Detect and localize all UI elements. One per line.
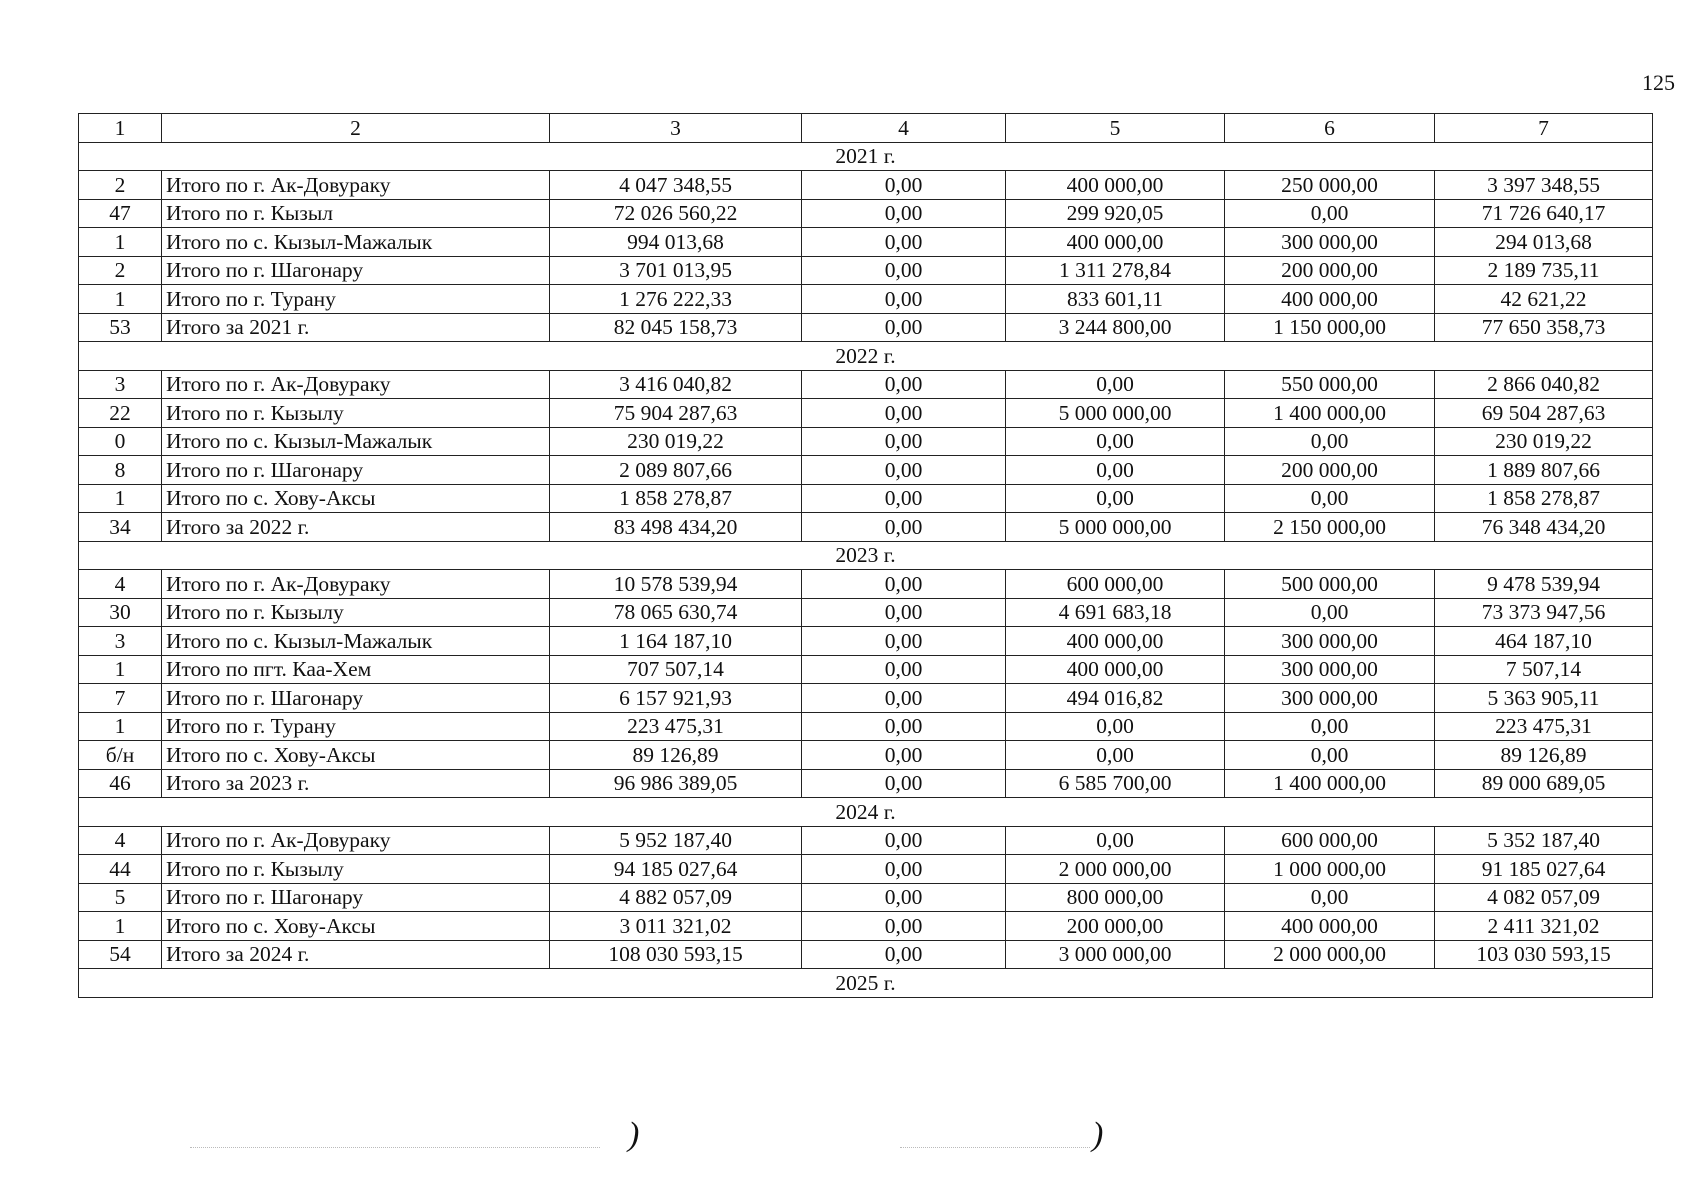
name-cell: Итого за 2023 г.: [162, 769, 550, 798]
amount-cell: 4 082 057,09: [1435, 883, 1653, 912]
header-cell: 1: [79, 114, 162, 143]
amount-cell: 250 000,00: [1225, 171, 1435, 200]
name-cell: Итого по с. Кызыл-Мажалык: [162, 228, 550, 257]
amount-cell: 0,00: [1225, 712, 1435, 741]
amount-cell: 0,00: [802, 427, 1006, 456]
amount-cell: 0,00: [1225, 741, 1435, 770]
name-cell: Итого по г. Кызыл: [162, 199, 550, 228]
amount-cell: 0,00: [802, 313, 1006, 342]
amount-cell: 6 585 700,00: [1006, 769, 1225, 798]
amount-cell: 0,00: [802, 456, 1006, 485]
amount-cell: 4 047 348,55: [550, 171, 802, 200]
amount-cell: 0,00: [802, 171, 1006, 200]
name-cell: Итого по г. Шагонару: [162, 883, 550, 912]
amount-cell: 707 507,14: [550, 655, 802, 684]
amount-cell: 3 244 800,00: [1006, 313, 1225, 342]
name-cell: Итого по г. Ак-Довураку: [162, 370, 550, 399]
count-cell: 1: [79, 484, 162, 513]
table-row: [79, 627, 1653, 656]
amount-cell: 71 726 640,17: [1435, 199, 1653, 228]
amount-cell: 83 498 434,20: [550, 513, 802, 542]
table-row: [79, 769, 1653, 798]
name-cell: Итого по с. Кызыл-Мажалык: [162, 427, 550, 456]
name-cell: Итого по с. Хову-Аксы: [162, 741, 550, 770]
amount-cell: 400 000,00: [1225, 912, 1435, 941]
table-row: [79, 171, 1653, 200]
amount-cell: 400 000,00: [1225, 285, 1435, 314]
amount-cell: 1 311 278,84: [1006, 256, 1225, 285]
amount-cell: 94 185 027,64: [550, 855, 802, 884]
table-row: [79, 427, 1653, 456]
table-row: [79, 199, 1653, 228]
amount-cell: 0,00: [802, 912, 1006, 941]
amount-cell: 2 089 807,66: [550, 456, 802, 485]
amount-cell: 833 601,11: [1006, 285, 1225, 314]
amount-cell: 3 397 348,55: [1435, 171, 1653, 200]
amount-cell: 0,00: [1225, 883, 1435, 912]
count-cell: 1: [79, 655, 162, 684]
amount-cell: 230 019,22: [1435, 427, 1653, 456]
amount-cell: 0,00: [802, 285, 1006, 314]
amount-cell: 2 866 040,82: [1435, 370, 1653, 399]
amount-cell: 5 352 187,40: [1435, 826, 1653, 855]
table-row: [79, 399, 1653, 428]
amount-cell: 0,00: [1006, 826, 1225, 855]
count-cell: 47: [79, 199, 162, 228]
amount-cell: 0,00: [1225, 199, 1435, 228]
amount-cell: 0,00: [802, 513, 1006, 542]
amount-cell: 4 882 057,09: [550, 883, 802, 912]
name-cell: Итого по г. Шагонару: [162, 256, 550, 285]
table-row: [79, 484, 1653, 513]
table-row: [79, 883, 1653, 912]
amount-cell: 5 952 187,40: [550, 826, 802, 855]
amount-cell: 1 150 000,00: [1225, 313, 1435, 342]
table-row: [79, 940, 1653, 969]
name-cell: Итого по г. Турану: [162, 285, 550, 314]
amount-cell: 0,00: [802, 741, 1006, 770]
table-row: [79, 912, 1653, 941]
table-row: [79, 256, 1653, 285]
amount-cell: 10 578 539,94: [550, 570, 802, 599]
year-cell: 2022 г.: [79, 342, 1653, 371]
amount-cell: 0,00: [802, 228, 1006, 257]
handwritten-mark: ): [1092, 1116, 1104, 1153]
amount-cell: 0,00: [1006, 712, 1225, 741]
amount-cell: 0,00: [802, 769, 1006, 798]
name-cell: Итого по г. Ак-Довураку: [162, 570, 550, 599]
amount-cell: 200 000,00: [1006, 912, 1225, 941]
amount-cell: 0,00: [802, 883, 1006, 912]
table-row: [79, 285, 1653, 314]
table-row: [79, 712, 1653, 741]
table-body: [79, 114, 1653, 998]
amount-cell: 0,00: [1006, 484, 1225, 513]
table-row: [79, 570, 1653, 599]
amount-cell: 1 889 807,66: [1435, 456, 1653, 485]
table-row: [79, 684, 1653, 713]
count-cell: 4: [79, 826, 162, 855]
amount-cell: 5 000 000,00: [1006, 513, 1225, 542]
amount-cell: 3 701 013,95: [550, 256, 802, 285]
table-row: [79, 513, 1653, 542]
count-cell: 1: [79, 285, 162, 314]
name-cell: Итого за 2024 г.: [162, 940, 550, 969]
header-cell: 3: [550, 114, 802, 143]
name-cell: Итого по г. Турану: [162, 712, 550, 741]
amount-cell: 0,00: [802, 256, 1006, 285]
count-cell: 4: [79, 570, 162, 599]
amount-cell: 91 185 027,64: [1435, 855, 1653, 884]
amount-cell: 300 000,00: [1225, 627, 1435, 656]
amount-cell: 1 858 278,87: [1435, 484, 1653, 513]
amount-cell: 3 011 321,02: [550, 912, 802, 941]
amount-cell: 0,00: [802, 684, 1006, 713]
header-cell: 4: [802, 114, 1006, 143]
amount-cell: 75 904 287,63: [550, 399, 802, 428]
amount-cell: 76 348 434,20: [1435, 513, 1653, 542]
amount-cell: 1 164 187,10: [550, 627, 802, 656]
amount-cell: 42 621,22: [1435, 285, 1653, 314]
table-row: [79, 370, 1653, 399]
page-number: 125: [1642, 70, 1675, 95]
amount-cell: 230 019,22: [550, 427, 802, 456]
table-row: [79, 456, 1653, 485]
amount-cell: 0,00: [802, 855, 1006, 884]
table-row: [79, 598, 1653, 627]
amount-cell: 1 400 000,00: [1225, 399, 1435, 428]
amount-cell: 294 013,68: [1435, 228, 1653, 257]
year-row: [79, 342, 1653, 371]
table-row: [79, 228, 1653, 257]
header-cell: 5: [1006, 114, 1225, 143]
name-cell: Итого по г. Кызылу: [162, 598, 550, 627]
name-cell: Итого за 2022 г.: [162, 513, 550, 542]
count-cell: 34: [79, 513, 162, 542]
count-cell: 8: [79, 456, 162, 485]
table-row: [79, 655, 1653, 684]
count-cell: 7: [79, 684, 162, 713]
count-cell: 54: [79, 940, 162, 969]
name-cell: Итого по с. Хову-Аксы: [162, 484, 550, 513]
amount-cell: 0,00: [802, 370, 1006, 399]
amount-cell: 300 000,00: [1225, 655, 1435, 684]
amount-cell: 0,00: [802, 399, 1006, 428]
amount-cell: 0,00: [1006, 427, 1225, 456]
amount-cell: 2 000 000,00: [1225, 940, 1435, 969]
amount-cell: 223 475,31: [550, 712, 802, 741]
count-cell: 0: [79, 427, 162, 456]
table-row: [79, 826, 1653, 855]
amount-cell: 200 000,00: [1225, 256, 1435, 285]
year-row: [79, 142, 1653, 171]
count-cell: б/н: [79, 741, 162, 770]
amount-cell: 0,00: [802, 598, 1006, 627]
amount-cell: 108 030 593,15: [550, 940, 802, 969]
year-row: [79, 969, 1653, 998]
amount-cell: 300 000,00: [1225, 684, 1435, 713]
amount-cell: 0,00: [802, 199, 1006, 228]
amount-cell: 103 030 593,15: [1435, 940, 1653, 969]
count-cell: 46: [79, 769, 162, 798]
amount-cell: 0,00: [1006, 456, 1225, 485]
amount-cell: 299 920,05: [1006, 199, 1225, 228]
count-cell: 3: [79, 627, 162, 656]
amount-cell: 5 000 000,00: [1006, 399, 1225, 428]
amount-cell: 0,00: [802, 712, 1006, 741]
amount-cell: 5 363 905,11: [1435, 684, 1653, 713]
amount-cell: 78 065 630,74: [550, 598, 802, 627]
table-row: [79, 741, 1653, 770]
count-cell: 53: [79, 313, 162, 342]
dotted-line: [900, 1147, 1090, 1148]
amount-cell: 82 045 158,73: [550, 313, 802, 342]
amount-cell: 96 986 389,05: [550, 769, 802, 798]
name-cell: Итого по г. Ак-Довураку: [162, 826, 550, 855]
amount-cell: 0,00: [1006, 741, 1225, 770]
amount-cell: 1 858 278,87: [550, 484, 802, 513]
amount-cell: 1 276 222,33: [550, 285, 802, 314]
amount-cell: 800 000,00: [1006, 883, 1225, 912]
name-cell: Итого по с. Хову-Аксы: [162, 912, 550, 941]
amount-cell: 2 150 000,00: [1225, 513, 1435, 542]
amount-cell: 6 157 921,93: [550, 684, 802, 713]
amount-cell: 0,00: [802, 627, 1006, 656]
amount-cell: 400 000,00: [1006, 171, 1225, 200]
amount-cell: 3 000 000,00: [1006, 940, 1225, 969]
amount-cell: 0,00: [1225, 484, 1435, 513]
amount-cell: 0,00: [802, 570, 1006, 599]
count-cell: 5: [79, 883, 162, 912]
amount-cell: 494 016,82: [1006, 684, 1225, 713]
amount-cell: 0,00: [802, 940, 1006, 969]
data-table: [78, 113, 1653, 998]
amount-cell: 300 000,00: [1225, 228, 1435, 257]
amount-cell: 464 187,10: [1435, 627, 1653, 656]
count-cell: 1: [79, 228, 162, 257]
name-cell: Итого по пгт. Каа-Хем: [162, 655, 550, 684]
amount-cell: 4 691 683,18: [1006, 598, 1225, 627]
amount-cell: 400 000,00: [1006, 655, 1225, 684]
amount-cell: 223 475,31: [1435, 712, 1653, 741]
amount-cell: 89 126,89: [1435, 741, 1653, 770]
name-cell: Итого за 2021 г.: [162, 313, 550, 342]
amount-cell: 0,00: [1006, 370, 1225, 399]
amount-cell: 0,00: [802, 655, 1006, 684]
amount-cell: 400 000,00: [1006, 627, 1225, 656]
amount-cell: 2 000 000,00: [1006, 855, 1225, 884]
amount-cell: 89 126,89: [550, 741, 802, 770]
count-cell: 3: [79, 370, 162, 399]
year-cell: 2021 г.: [79, 142, 1653, 171]
amount-cell: 2 411 321,02: [1435, 912, 1653, 941]
amount-cell: 77 650 358,73: [1435, 313, 1653, 342]
handwritten-mark: ): [628, 1116, 640, 1153]
name-cell: Итого по г. Шагонару: [162, 456, 550, 485]
table-row: [79, 313, 1653, 342]
amount-cell: 600 000,00: [1225, 826, 1435, 855]
amount-cell: 3 416 040,82: [550, 370, 802, 399]
year-cell: 2024 г.: [79, 798, 1653, 827]
amount-cell: 2 189 735,11: [1435, 256, 1653, 285]
count-cell: 30: [79, 598, 162, 627]
count-cell: 2: [79, 256, 162, 285]
amount-cell: 73 373 947,56: [1435, 598, 1653, 627]
amount-cell: 1 400 000,00: [1225, 769, 1435, 798]
amount-cell: 69 504 287,63: [1435, 399, 1653, 428]
table-row: [79, 855, 1653, 884]
amount-cell: 0,00: [1225, 598, 1435, 627]
dotted-line: [190, 1147, 600, 1148]
name-cell: Итого по г. Шагонару: [162, 684, 550, 713]
name-cell: Итого по с. Кызыл-Мажалык: [162, 627, 550, 656]
amount-cell: 0,00: [802, 826, 1006, 855]
count-cell: 22: [79, 399, 162, 428]
count-cell: 1: [79, 912, 162, 941]
amount-cell: 0,00: [1225, 427, 1435, 456]
amount-cell: 400 000,00: [1006, 228, 1225, 257]
amount-cell: 0,00: [802, 484, 1006, 513]
amount-cell: 600 000,00: [1006, 570, 1225, 599]
year-cell: 2025 г.: [79, 969, 1653, 998]
amount-cell: 1 000 000,00: [1225, 855, 1435, 884]
amount-cell: 200 000,00: [1225, 456, 1435, 485]
amount-cell: 7 507,14: [1435, 655, 1653, 684]
name-cell: Итого по г. Кызылу: [162, 399, 550, 428]
count-cell: 44: [79, 855, 162, 884]
header-cell: 2: [162, 114, 550, 143]
year-row: [79, 798, 1653, 827]
name-cell: Итого по г. Кызылу: [162, 855, 550, 884]
header-cell: 6: [1225, 114, 1435, 143]
header-cell: 7: [1435, 114, 1653, 143]
amount-cell: 89 000 689,05: [1435, 769, 1653, 798]
amount-cell: 72 026 560,22: [550, 199, 802, 228]
count-cell: 1: [79, 712, 162, 741]
year-row: [79, 541, 1653, 570]
amount-cell: 9 478 539,94: [1435, 570, 1653, 599]
amount-cell: 994 013,68: [550, 228, 802, 257]
year-cell: 2023 г.: [79, 541, 1653, 570]
header-row: [79, 114, 1653, 143]
name-cell: Итого по г. Ак-Довураку: [162, 171, 550, 200]
count-cell: 2: [79, 171, 162, 200]
amount-cell: 550 000,00: [1225, 370, 1435, 399]
amount-cell: 500 000,00: [1225, 570, 1435, 599]
